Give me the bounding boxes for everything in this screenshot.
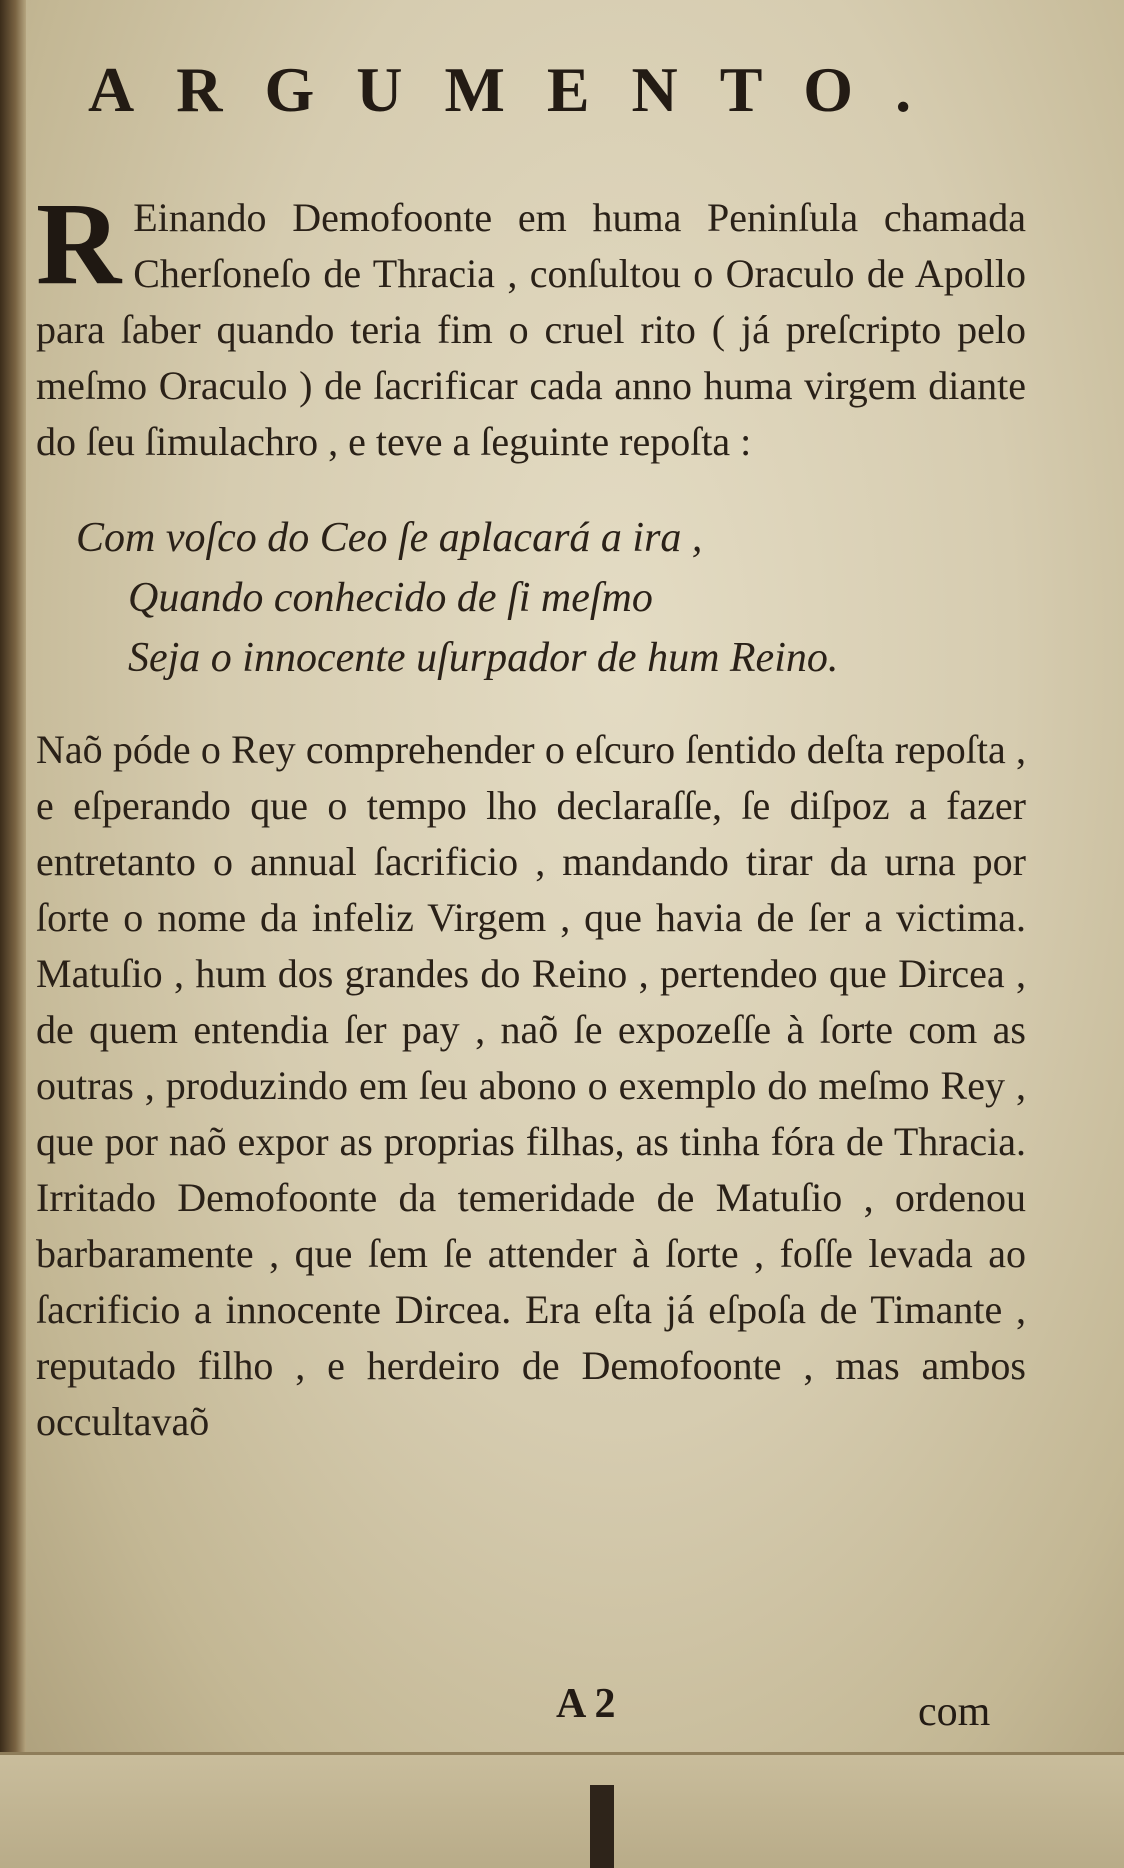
verse-line-2: Quando conhecido de ſi meſmo <box>128 575 653 621</box>
body-text <box>36 178 1026 1450</box>
verse-line-3: Seja o innocente uſurpador de hum Reino. <box>128 635 839 681</box>
oracle-verse <box>36 508 1026 688</box>
drop-cap: R <box>36 178 122 309</box>
paragraph-1-text: Einando Demofoonte em huma Peninſula chamada Cherſoneſo de Thracia , conſultou o Oraculo de Apollo para ſaber quando teria fim o cruel rito ( já preſcripto pelo meſmo Oraculo ) de ſacrificar cada anno huma virgem diante do ſeu ſimulachro , e teve a ſeguinte repoſta : <box>36 195 1026 464</box>
bookmark-tab <box>590 1785 614 1868</box>
page-heading: ARGUMENTO. <box>88 54 954 125</box>
paragraph-2: Naõ póde o Rey comprehender o eſcuro ſentido deſta repoſta , e eſperando que o tempo lho declaraſſe, ſe diſpoz a fazer entretanto o annual ſacrificio , mandando tirar da urna por ſorte o nome da infeliz Virgem , que havia de ſer a victima. Matuſio , hum dos grandes do Reino , pertendeo que Dircea , de quem entendia ſer pay , naõ ſe expozeſſe à ſorte com as outras , produzindo em ſeu abono o exemplo do meſmo Rey , que por naõ expor as proprias filhas, as tinha fóra de Thracia. Irritado Demofoonte da temeridade de Matuſio , ordenou barbaramente , que ſem ſe attender à ſorte , foſſe levada ao ſacrificio a innocente Dircea. Era eſta já eſpoſa de Timante , reputado filho , e herdeiro de Demofoonte , mas ambos occultavaõ <box>36 727 1026 1444</box>
page-edge-below <box>0 1752 1124 1868</box>
catchword: com <box>918 1689 991 1735</box>
paragraph-1 <box>36 178 1026 470</box>
book-spine <box>0 0 26 1868</box>
signature-mark: A 2 <box>556 1681 616 1727</box>
verse-line-1: Com voſco do Ceo ſe aplacará a ira , <box>76 515 703 561</box>
